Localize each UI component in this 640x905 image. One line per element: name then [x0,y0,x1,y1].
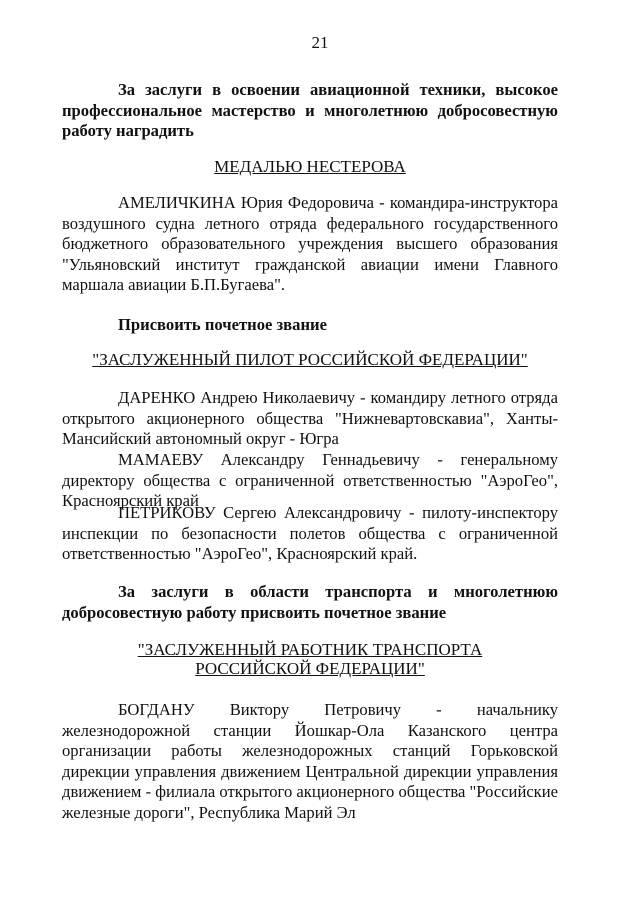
section-2-intro: Присвоить почетное звание [118,315,327,334]
section-2-recipient-3: ПЕТРИКОВУ Сергею Александровичу - пилоту-инспектору инспекции по безопасности полетов общества с ограниченной ответственностью "АэроГео", Красноярский край. [62,503,558,564]
section-3-award-line-2: РОССИЙСКОЙ ФЕДЕРАЦИИ" [195,659,425,678]
section-2-recipient-2: МАМАЕВУ Александру Геннадьевичу - генеральному директору общества с ограниченной ответственностью "АэроГео", Красноярский край [62,450,558,511]
section-1-intro: За заслуги в освоении авиационной техники, высокое профессиональное мастерство и многолетнюю добросовестную работу наградить [62,80,558,141]
section-2-recipient-1: ДАРЕНКО Андрею Николаевичу - командиру летного отряда открытого акционерного общества "Нижневартовскавиа", Ханты-Мансийский автономный округ - Югра [62,388,558,449]
section-3-intro: За заслуги в области транспорта и многолетнюю добросовестную работу присвоить почетное звание [62,582,558,622]
page-number: 21 [311,33,329,52]
section-1-award: МЕДАЛЬЮ НЕСТЕРОВА [214,157,406,176]
section-1-recipient-1: АМЕЛИЧКИНА Юрия Федоровича - командира-инструктора воздушного судна летного отряда федерального государственного бюджетного образовательного учреждения высшего образования "Ульяновский институт гражданской авиации имени Главного маршала авиации Б.П.Бугаева". [62,193,558,295]
section-3-award-line-1: "ЗАСЛУЖЕННЫЙ РАБОТНИК ТРАНСПОРТА [137,640,483,659]
section-2-award: "ЗАСЛУЖЕННЫЙ ПИЛОТ РОССИЙСКОЙ ФЕДЕРАЦИИ" [92,350,528,369]
section-3-recipient-1: БОГДАНУ Виктору Петровичу - начальнику железнодорожной станции Йошкар-Ола Казанского центра организации работы железнодорожных станций Горьковской дирекции управления движением Центральной дирекции управления движением - филиала открытого акционерного общества "Российские железные дороги", Республика Марий Эл [62,700,558,822]
